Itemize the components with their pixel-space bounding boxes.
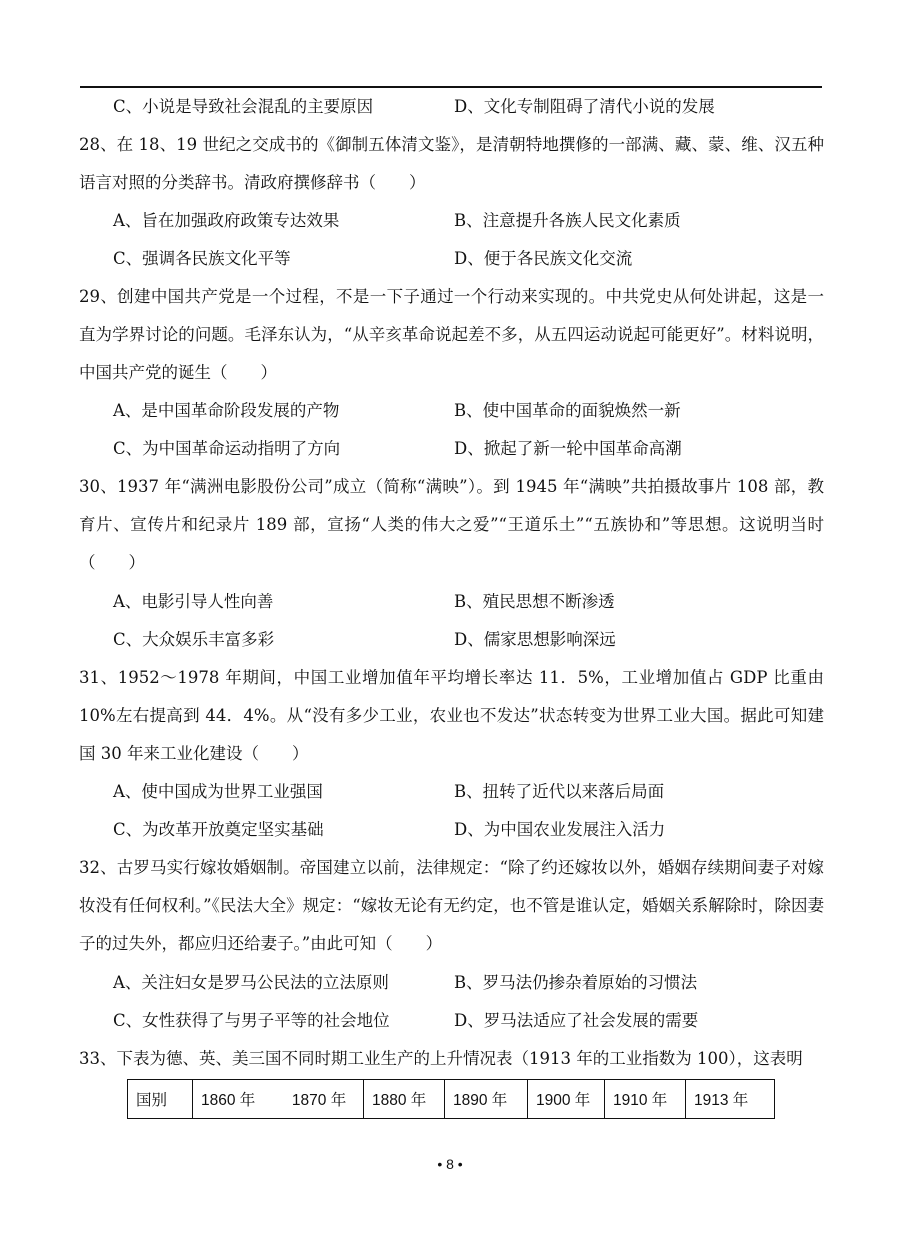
q29-stem: 29、创建中国共产党是一个过程，不是一下子通过一个行动来实现的。中共党史从何处讲起，这是一直为学界讨论的问题。毛泽东认为，“从辛亥革命说起差不多，从五四运动说起可能更好”。材料说明，中国共产党的诞生（ ） [79,287,824,382]
q31-option-c: C、为改革开放奠定坚实基础 [113,820,324,839]
q30-option-c: C、大众娱乐丰富多彩 [113,630,275,649]
q33-stem: 33、下表为德、英、美三国不同时期工业生产的上升情况表（1913 年的工业指数为 100），这表明 [79,1049,803,1068]
table-header-cell: 1910 年 [605,1080,686,1119]
q29-options-row-1 [113,392,823,430]
q28-options-row-2 [113,240,823,278]
q29-options-row-2 [113,430,823,468]
q28-stem: 28、在 18、19 世纪之交成书的《御制五体清文鉴》，是清朝特地撰修的一部满、藏、蒙、维、汉五种语言对照的分类辞书。清政府撰修辞书（ ） [79,135,824,192]
table-header-row [128,1080,775,1119]
page-number: • 8 • [437,1156,463,1172]
q27-options-row-2 [113,88,823,126]
table-header-cell: 1890 年 [445,1080,528,1119]
q32-options-row-2 [113,1002,823,1040]
q31-option-d: D、为中国农业发展注入活力 [454,820,666,839]
q32-options-row-1 [113,964,823,1002]
q31-stem: 31、1952～1978 年期间，中国工业增加值年平均增长率达 11．5%，工业增加值占 GDP 比重由 10%左右提高到 44．4%。从“没有多少工业，农业也不发达”状态转变为世界工业大国。据此可知建国 30 年来工业化建设（ ） [79,668,824,763]
q28-options-row-1 [113,202,823,240]
q31-options-row-1 [113,773,823,811]
q30-options-row-1 [113,583,823,621]
q32-option-d: D、罗马法适应了社会发展的需要 [454,1011,699,1030]
table-header-cell: 1913 年 [686,1080,775,1119]
q31-option-a: A、使中国成为世界工业强国 [113,782,323,801]
q28-option-d: D、便于各民族文化交流 [454,249,633,268]
q32-option-b: B、罗马法仍掺杂着原始的习惯法 [454,973,698,992]
q29-option-b: B、使中国革命的面貌焕然一新 [454,401,681,420]
q30-option-a: A、电影引导人性向善 [113,592,274,611]
q28-option-c: C、强调各民族文化平等 [113,249,291,268]
q29-option-a: A、是中国革命阶段发展的产物 [113,401,340,420]
table-header-cell: 1900 年 [528,1080,605,1119]
q29-option-d: D、掀起了新一轮中国革命高潮 [454,439,682,458]
table-header-1860: 1860 年 [201,1092,256,1109]
industry-index-table [127,1079,775,1119]
q32-option-c: C、女性获得了与男子平等的社会地位 [113,1011,390,1030]
q27-option-d: D、文化专制阻碍了清代小说的发展 [454,97,715,116]
table-header-cell [193,1080,364,1119]
table-header-cell: 1880 年 [364,1080,445,1119]
table-header-1870: 1870 年 [291,1092,347,1109]
q31-options-row-2 [113,811,823,849]
q30-option-d: D、儒家思想影响深远 [454,630,616,649]
q28-option-a: A、旨在加强政府政策专达效果 [113,211,340,230]
q32-option-a: A、关注妇女是罗马公民法的立法原则 [113,973,389,992]
table-header-cell: 国别 [128,1080,193,1119]
q30-options-row-2 [113,621,823,659]
q30-stem: 30、1937 年“满洲电影股份公司”成立（简称“满映”）。到 1945 年“满映”共拍摄故事片 108 部，教育片、宣传片和纪录片 189 部，宣扬“人类的伟大之爱”“王道乐土”“五族协和”等思想。这说明当时（ ） [79,477,824,572]
q28-option-b: B、注意提升各族人民文化素质 [454,211,681,230]
q29-option-c: C、为中国革命运动指明了方向 [113,439,341,458]
q32-stem: 32、古罗马实行嫁妆婚姻制。帝国建立以前，法律规定：“除了约还嫁妆以外，婚姻存续期间妻子对嫁妆没有任何权利。”《民法大全》规定：“嫁妆无论有无约定，也不管是谁认定，婚姻关系解除时，除因妻子的过失外，都应归还给妻子。”由此可知（ ） [79,858,824,953]
q27-option-c: C、小说是导致社会混乱的主要原因 [113,97,374,116]
q31-option-b: B、扭转了近代以来落后局面 [454,782,665,801]
q30-option-b: B、殖民思想不断渗透 [454,592,615,611]
